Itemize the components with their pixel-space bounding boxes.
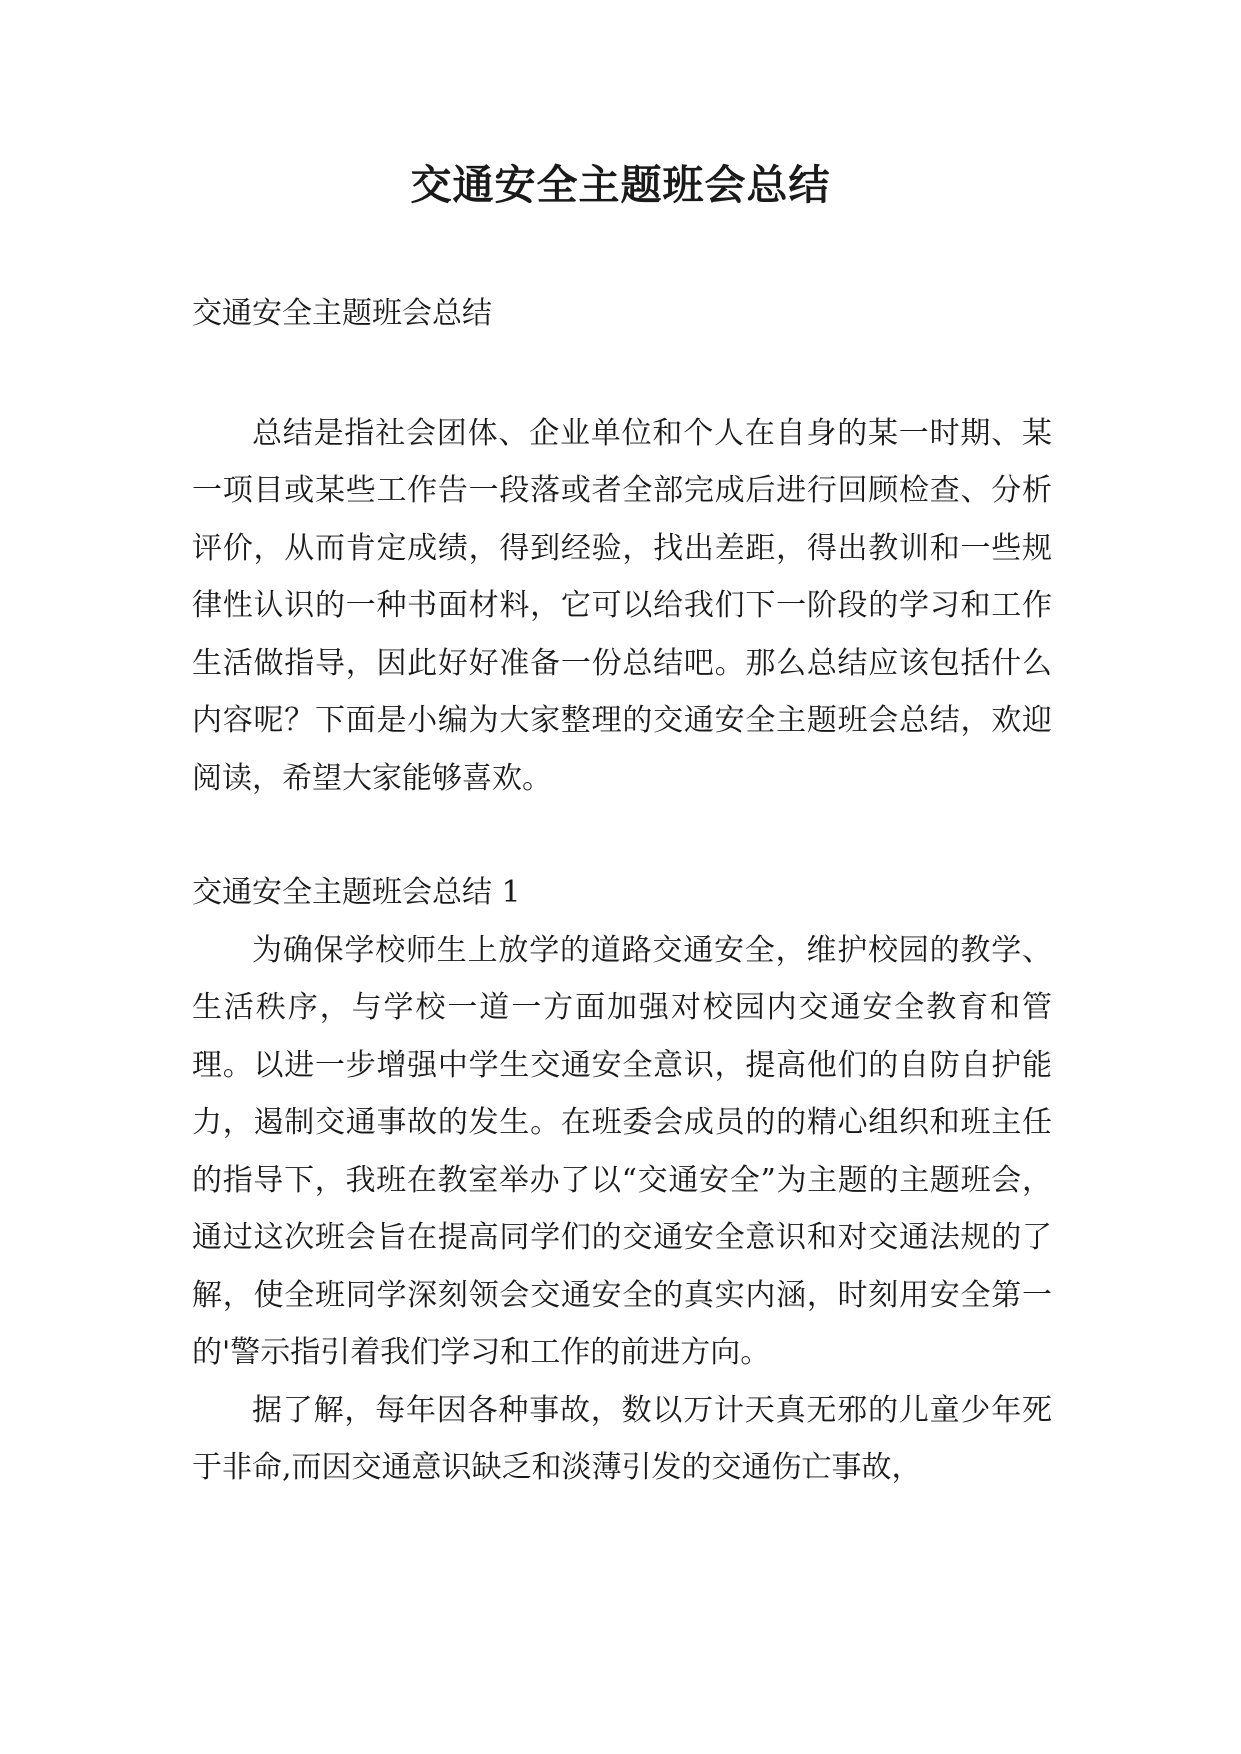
spacer	[192, 343, 1052, 405]
body-paragraph: 为确保学校师生上放学的道路交通安全，维护校园的教学、生活秩序，与学校一道一方面加强对校园内交通安全教育和管理。以进一步增强中学生交通安全意识，提高他们的自防自护能力，遏制交通事故的发生。在班委会成员的的精心组织和班主任的指导下，我班在教室举办了以“交通安全”为主题的主题班会，通过这次班会旨在提高同学们的交通安全意识和对交通法规的了解，使全班同学深刻领会交通安全的真实内涵，时刻用安全第一的'警示指引着我们学习和工作的前进方向。	[192, 932, 1052, 1370]
spacer	[192, 807, 1052, 864]
section-heading: 交通安全主题班会总结 1	[192, 875, 521, 910]
body-paragraph: 据了解，每年因各种事故，数以万计天真无邪的儿童少年死于非命,而因交通意识缺乏和淡薄引发的交通伤亡事故，	[192, 1392, 1052, 1485]
document-title: 交通安全主题班会总结	[410, 161, 831, 209]
document-body	[192, 285, 1052, 1497]
intro-paragraph: 总结是指社会团体、企业单位和个人在自身的某一时期、某一项目或某些工作告一段落或者全部完成后进行回顾检查、分析评价，从而肯定成绩，得到经验，找出差距，得出教训和一些规律性认识的一种书面材料，它可以给我们下一阶段的学习和工作生活做指导，因此好好准备一份总结吧。那么总结应该包括什么内容呢？下面是小编为大家整理的交通安全主题班会总结，欢迎阅读，希望大家能够喜欢。	[192, 415, 1052, 796]
document-subtitle: 交通安全主题班会总结	[192, 296, 492, 331]
